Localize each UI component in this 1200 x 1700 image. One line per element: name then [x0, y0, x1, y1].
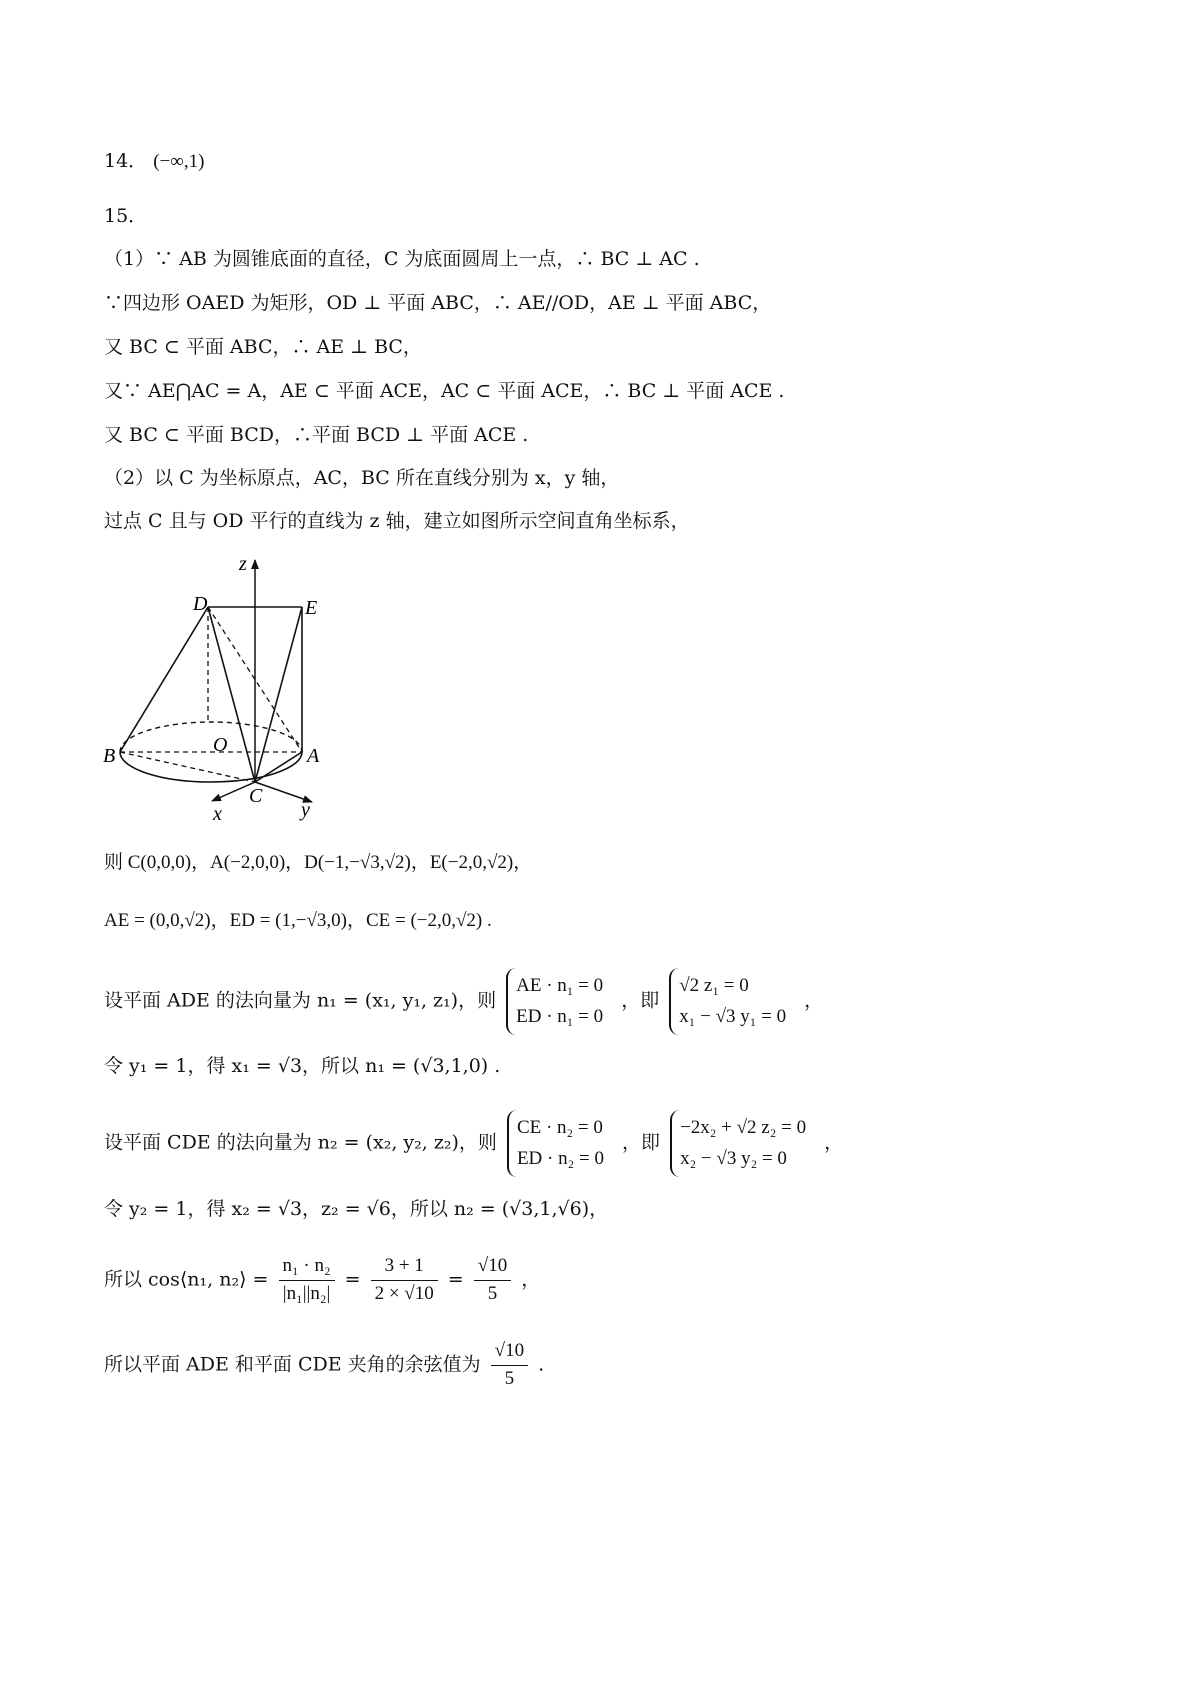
normal1-system-b: [669, 968, 794, 1035]
q14-answer: (−∞,1): [153, 151, 205, 172]
label-y: y: [301, 799, 310, 821]
edge-DB: [120, 607, 208, 752]
label-O: O: [213, 734, 228, 756]
cosine-f1-denominator: |n₁||n₂|: [282, 1282, 331, 1304]
label-B: B: [103, 745, 116, 767]
part1-line5: 又 BC ⊂ 平面 BCD，∴平面 BCD ⊥ 平面 ACE .: [104, 424, 529, 446]
part1-line1: （1）∵ AB 为圆锥底面的直径，C 为底面圆周上一点，∴ BC ⊥ AC .: [104, 248, 700, 270]
normal2-sep: ，即: [622, 1131, 661, 1154]
part2-line1: （2）以 C 为坐标原点，AC，BC 所在直线分别为 x，y 轴，: [104, 467, 620, 489]
cosine-f2-numerator: 3 + 1: [371, 1255, 438, 1281]
cosine-f3-denominator: 5: [487, 1282, 498, 1304]
label-D: D: [193, 593, 208, 615]
normal2-system-b: [670, 1110, 814, 1177]
normal2-eq2: ED · n₂ = 0: [516, 1148, 604, 1170]
part1-line3: 又 BC ⊂ 平面 ABC，∴ AE ⊥ BC，: [104, 336, 422, 358]
cosine-line: [104, 1255, 540, 1306]
cosine-fraction-2: [371, 1255, 438, 1306]
q14-line: [104, 150, 204, 174]
normal2-intro: 设平面 CDE 的法向量为 n₂ = (x₂, y₂, z₂)，则: [104, 1131, 497, 1154]
label-E: E: [305, 597, 318, 619]
conclusion-denominator: 5: [504, 1367, 515, 1389]
normal1-eq2: ED · n₁ = 0: [516, 1006, 604, 1028]
normal2-eq3: −2x₂ + √2 z₂ = 0: [680, 1117, 807, 1138]
normal1-eq1: AE · n₁ = 0: [516, 975, 604, 996]
normal2-solve: 令 y₂ = 1，得 x₂ = √3，z₂ = √6，所以 n₂ = (√3,1,√6)，: [104, 1198, 609, 1220]
normal1-sep: ，即: [621, 989, 660, 1012]
conclusion-prefix: 所以平面 ADE 和平面 CDE 夹角的余弦值为: [104, 1353, 481, 1376]
base-ellipse-front: [120, 752, 302, 782]
cosine-f1-numerator: n₁ · n₂: [279, 1255, 335, 1281]
part1-line2: ∵四边形 OAED 为矩形，OD ⊥ 平面 ABC，∴ AE//OD，AE ⊥ 平面 ABC，: [104, 292, 772, 314]
cosine-fraction-3: [474, 1255, 511, 1306]
label-A: A: [307, 745, 320, 767]
conclusion-numerator: √10: [491, 1340, 528, 1366]
part2-line2: 过点 C 且与 OD 平行的直线为 z 轴，建立如图所示空间直角坐标系，: [104, 510, 690, 532]
normal1-eq4: x₁ − √3 y₁ = 0: [679, 1006, 787, 1028]
q14-number: 14．: [104, 150, 148, 172]
edge-BC-dashed: [120, 752, 255, 782]
cosine-tail: ，: [521, 1268, 541, 1291]
coords-points: 则 C(0,0,0)，A(−2,0,0)，D(−1,−√3,√2)，E(−2,0,√2)，: [104, 852, 533, 873]
cosine-f2-denominator: 2 × √10: [374, 1282, 434, 1304]
conclusion-fraction: [491, 1340, 528, 1391]
normal2-system-a: [507, 1110, 612, 1177]
normal2-eq4: x₂ − √3 y₂ = 0: [680, 1148, 787, 1170]
part1-line4: 又∵ AE⋂AC = A，AE ⊂ 平面 ACE，AC ⊂ 平面 ACE，∴ BC ⊥ 平面 ACE .: [104, 380, 785, 402]
normal1-line: [104, 968, 823, 1035]
normal1-intro: 设平面 ADE 的法向量为 n₁ = (x₁, y₁, z₁)，则: [104, 989, 497, 1012]
cone-figure: [95, 548, 335, 828]
conclusion-line: [104, 1340, 544, 1391]
q15-number: 15．: [104, 205, 148, 227]
cosine-prefix: 所以 cos⟨n₁, n₂⟩ =: [104, 1268, 269, 1291]
normal2-tail: ，: [824, 1131, 844, 1154]
label-x: x: [213, 803, 222, 825]
normal2-line: [104, 1110, 843, 1177]
conclusion-tail: .: [538, 1353, 545, 1376]
label-z: z: [239, 553, 247, 575]
cosine-f3-numerator: √10: [474, 1255, 511, 1281]
normal1-tail: ，: [804, 989, 824, 1012]
base-ellipse-back: [120, 722, 302, 752]
normal1-eq3: √2 z₁ = 0: [679, 975, 749, 996]
cosine-equals-1: =: [344, 1268, 361, 1291]
normal2-eq1: CE · n₂ = 0: [516, 1117, 603, 1138]
coords-vectors: AE = (0,0,√2)，ED = (1,−√3,0)，CE = (−2,0,√2) .: [104, 910, 492, 931]
label-C: C: [249, 785, 263, 807]
normal1-system-a: [506, 968, 611, 1035]
cosine-equals-2: =: [447, 1268, 464, 1291]
normal1-solve: 令 y₁ = 1，得 x₁ = √3，所以 n₁ = (√3,1,0) .: [104, 1055, 501, 1077]
cosine-fraction-1: [279, 1255, 335, 1306]
